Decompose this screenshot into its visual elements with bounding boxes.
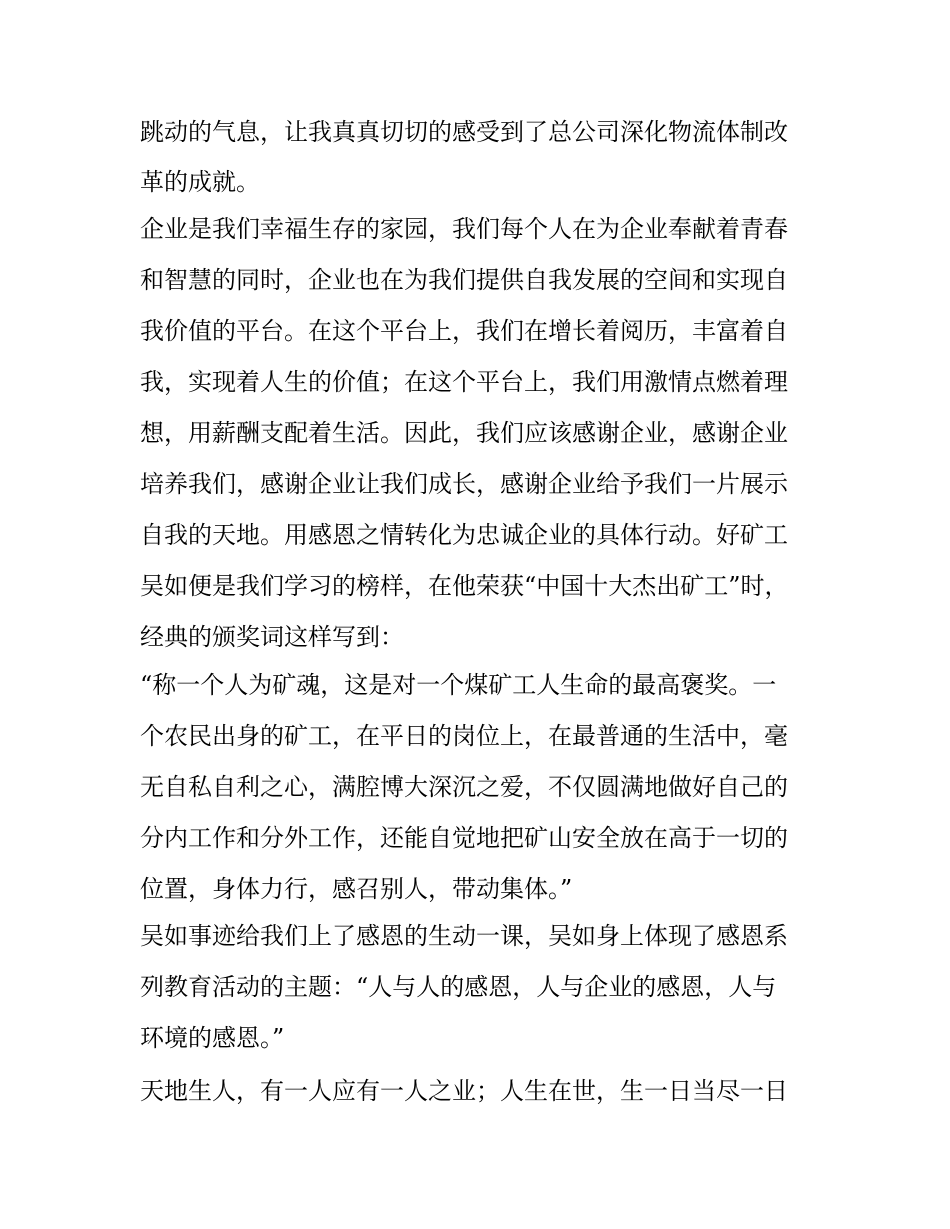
text-line: 我价值的平台。在这个平台上，我们在增长着阅历，丰富着自 — [140, 317, 788, 345]
text-line: 位置，身体力行，感召别人，带动集体。” — [140, 875, 573, 903]
text-line: 吴如便是我们学习的榜样，在他荣获“中国十大杰出矿工”时， — [140, 572, 789, 600]
text-line: “称一个人为矿魂，这是对一个煤矿工人生命的最高褒奖。一 — [140, 671, 777, 699]
text-line: 培养我们，感谢企业让我们成长，感谢企业给予我们一片展示 — [140, 470, 788, 498]
text-line: 列教育活动的主题：“人与人的感恩，人与企业的感恩，人与 — [140, 973, 777, 1001]
text-line: 我，实现着人生的价值；在这个平台上，我们用激情点燃着理 — [140, 368, 788, 396]
text-line: 分内工作和分外工作，还能自觉地把矿山安全放在高于一切的 — [140, 824, 788, 852]
text-line: 吴如事迹给我们上了感恩的生动一课，吴如身上体现了感恩系 — [140, 922, 788, 950]
text-line: 自我的天地。用感恩之情转化为忠诚企业的具体行动。好矿工 — [140, 521, 788, 549]
text-line: 经典的颁奖词这样写到： — [140, 623, 404, 651]
text-line: 和智慧的同时，企业也在为我们提供自我发展的空间和实现自 — [140, 266, 788, 294]
text-line: 无自私自利之心，满腔博大深沉之爱，不仅圆满地做好自己的 — [140, 773, 788, 801]
text-line: 跳动的气息，让我真真切切的感受到了总公司深化物流体制改 — [140, 118, 788, 146]
text-line: 个农民出身的矿工，在平日的岗位上，在最普通的生活中，毫 — [140, 722, 788, 750]
text-line: 天地生人，有一人应有一人之业；人生在世，生一日当尽一日 — [140, 1077, 788, 1105]
text-line: 环境的感恩。” — [140, 1024, 285, 1052]
text-line: 革的成就。 — [140, 168, 260, 196]
text-line: 企业是我们幸福生存的家园，我们每个人在为企业奉献着青春 — [140, 215, 788, 243]
text-line: 想，用薪酬支配着生活。因此，我们应该感谢企业，感谢企业 — [140, 419, 788, 447]
